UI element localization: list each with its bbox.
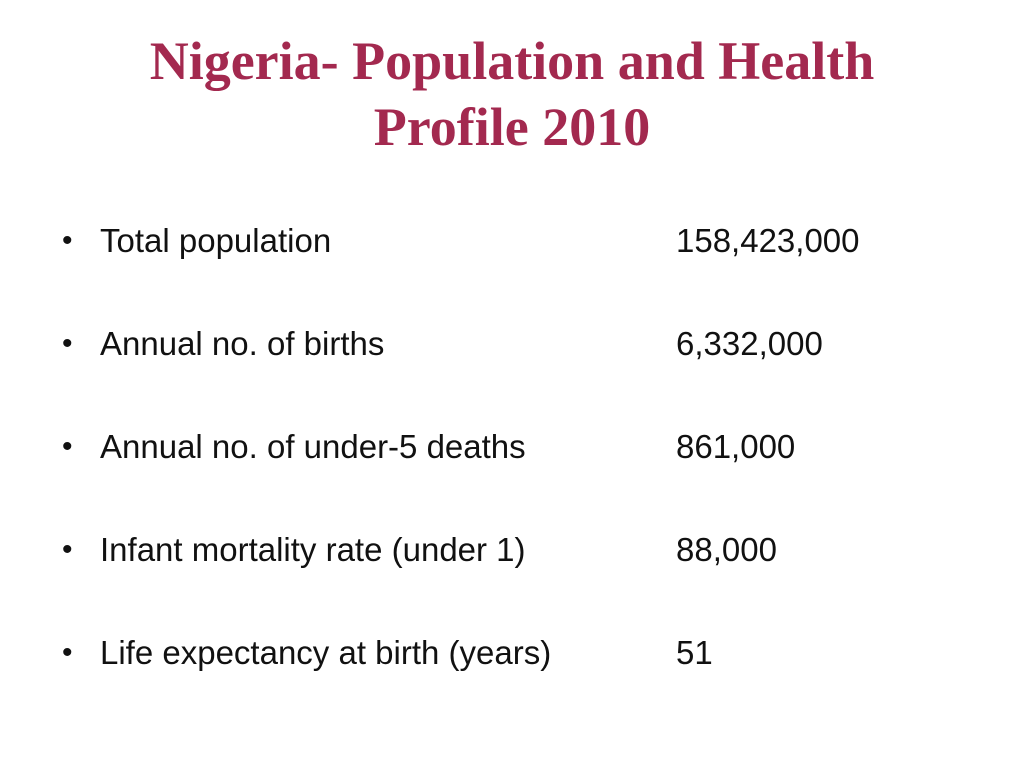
item-value: 51 bbox=[676, 634, 713, 671]
bullet-icon: • bbox=[62, 533, 73, 566]
bullet-icon: • bbox=[62, 224, 73, 257]
list-item bbox=[56, 212, 956, 315]
stats-list bbox=[56, 212, 956, 727]
list-item bbox=[56, 418, 956, 521]
item-value: 6,332,000 bbox=[676, 325, 823, 362]
item-value: 88,000 bbox=[676, 531, 777, 568]
list-item bbox=[56, 521, 956, 624]
title-line-2: Profile 2010 bbox=[373, 97, 651, 157]
item-label: Annual no. of births bbox=[100, 325, 385, 362]
bullet-icon: • bbox=[62, 327, 73, 360]
list-item bbox=[56, 315, 956, 418]
title-line-1: Nigeria- Population and Health bbox=[149, 31, 875, 91]
list-item bbox=[56, 624, 956, 727]
page-title bbox=[60, 28, 964, 160]
item-label: Infant mortality rate (under 1) bbox=[100, 531, 526, 568]
item-label: Annual no. of under-5 deaths bbox=[100, 428, 526, 465]
item-label: Life expectancy at birth (years) bbox=[100, 634, 552, 671]
bullet-icon: • bbox=[62, 430, 73, 463]
bullet-icon: • bbox=[62, 636, 73, 669]
item-value: 158,423,000 bbox=[676, 222, 860, 259]
item-value: 861,000 bbox=[676, 428, 796, 465]
item-label: Total population bbox=[100, 222, 332, 259]
